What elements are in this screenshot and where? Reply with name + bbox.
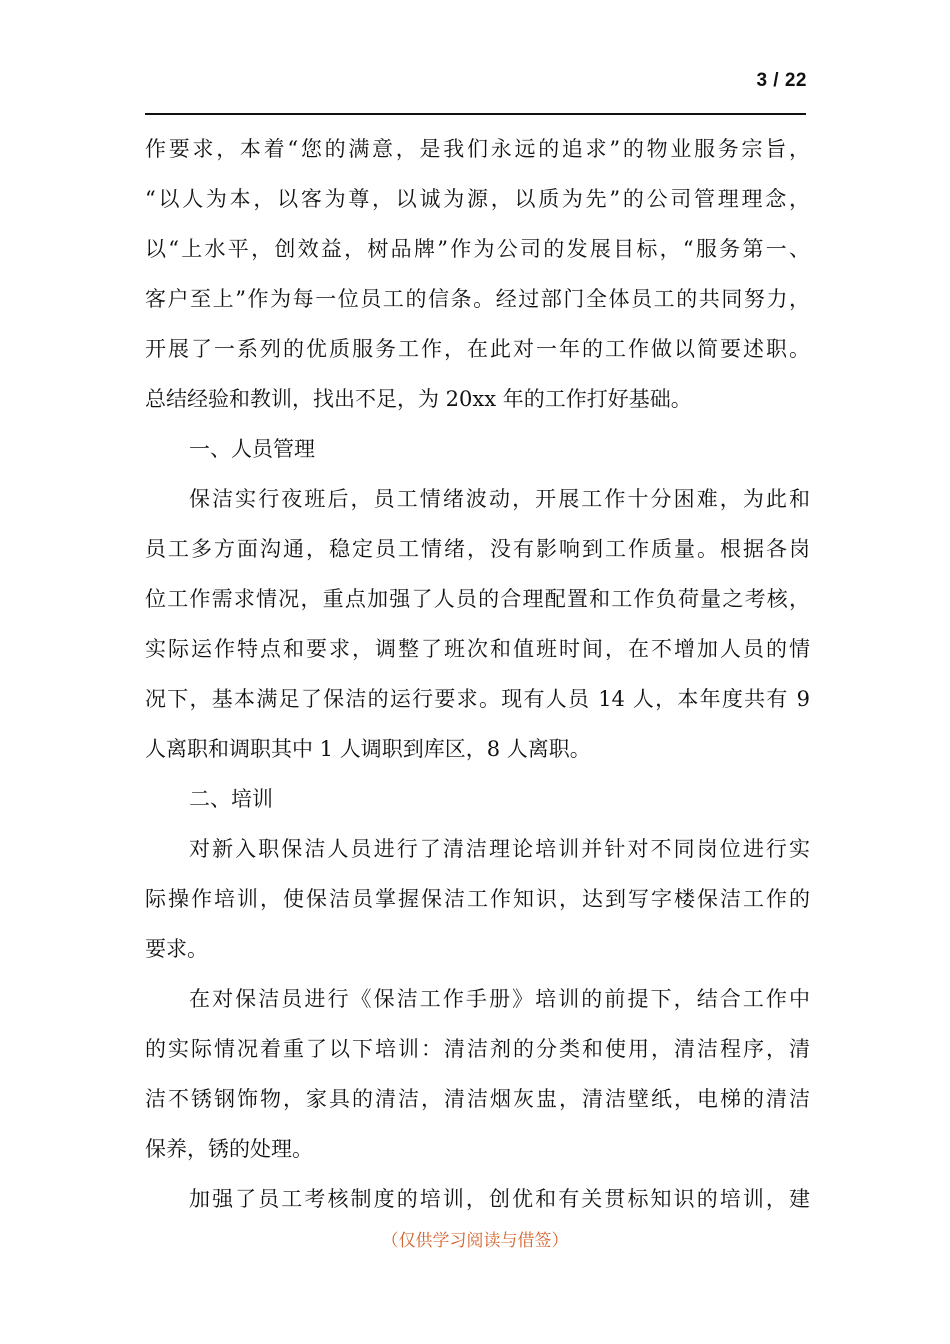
footer-disclaimer: （仅供学习阅读与借签）: [381, 1231, 569, 1251]
text-line: 的实际情况着重了以下培训：清洁剂的分类和使用，清洁程序，清: [145, 1037, 810, 1061]
text-line: 在对保洁员进行《保洁工作手册》培训的前提下，结合工作中: [189, 987, 810, 1011]
header-divider: [145, 113, 806, 115]
text-line: 以“上水平，创效益，树品牌”作为公司的发展目标，“服务第一、: [145, 237, 810, 261]
text-line: 客户至上”作为每一位员工的信条。经过部门全体员工的共同努力，: [145, 287, 810, 311]
section-heading-training: 二、培训: [189, 787, 273, 811]
text-line: 保洁实行夜班后，员工情绪波动，开展工作十分困难，为此和: [189, 487, 810, 511]
text-line: 保养，锈的处理。: [145, 1137, 313, 1161]
text-line: 位工作需求情况，重点加强了人员的合理配置和工作负荷量之考核，: [145, 587, 810, 611]
text-line: 员工多方面沟通，稳定员工情绪，没有影响到工作质量。根据各岗: [145, 537, 810, 561]
section-heading-personnel: 一、人员管理: [189, 437, 315, 461]
text-line: 况下，基本满足了保洁的运行要求。现有人员 14 人，本年度共有 9: [145, 687, 810, 711]
text-line: 加强了员工考核制度的培训，创优和有关贯标知识的培训，建: [189, 1187, 810, 1211]
text-line: 作要求，本着“您的满意，是我们永远的追求”的物业服务宗旨，: [145, 137, 810, 161]
document-body: [145, 124, 810, 1224]
text-line: 总结经验和教训，找出不足，为 20xx 年的工作打好基础。: [145, 387, 692, 411]
page-number: 3 / 22: [756, 70, 807, 91]
text-line: 人离职和调职其中 1 人调职到库区，8 人离职。: [145, 737, 591, 761]
text-line: 对新入职保洁人员进行了清洁理论培训并针对不同岗位进行实: [189, 837, 810, 861]
text-line: 实际运作特点和要求，调整了班次和值班时间，在不增加人员的情: [145, 637, 810, 661]
text-line: 洁不锈钢饰物，家具的清洁，清洁烟灰盅，清洁壁纸，电梯的清洁: [145, 1087, 810, 1111]
text-line: 要求。: [145, 937, 208, 961]
text-line: “以人为本，以客为尊，以诚为源，以质为先”的公司管理理念，: [145, 187, 810, 211]
text-line: 际操作培训，使保洁员掌握保洁工作知识，达到写字楼保洁工作的: [145, 887, 810, 911]
text-line: 开展了一系列的优质服务工作，在此对一年的工作做以简要述职。: [145, 337, 810, 361]
